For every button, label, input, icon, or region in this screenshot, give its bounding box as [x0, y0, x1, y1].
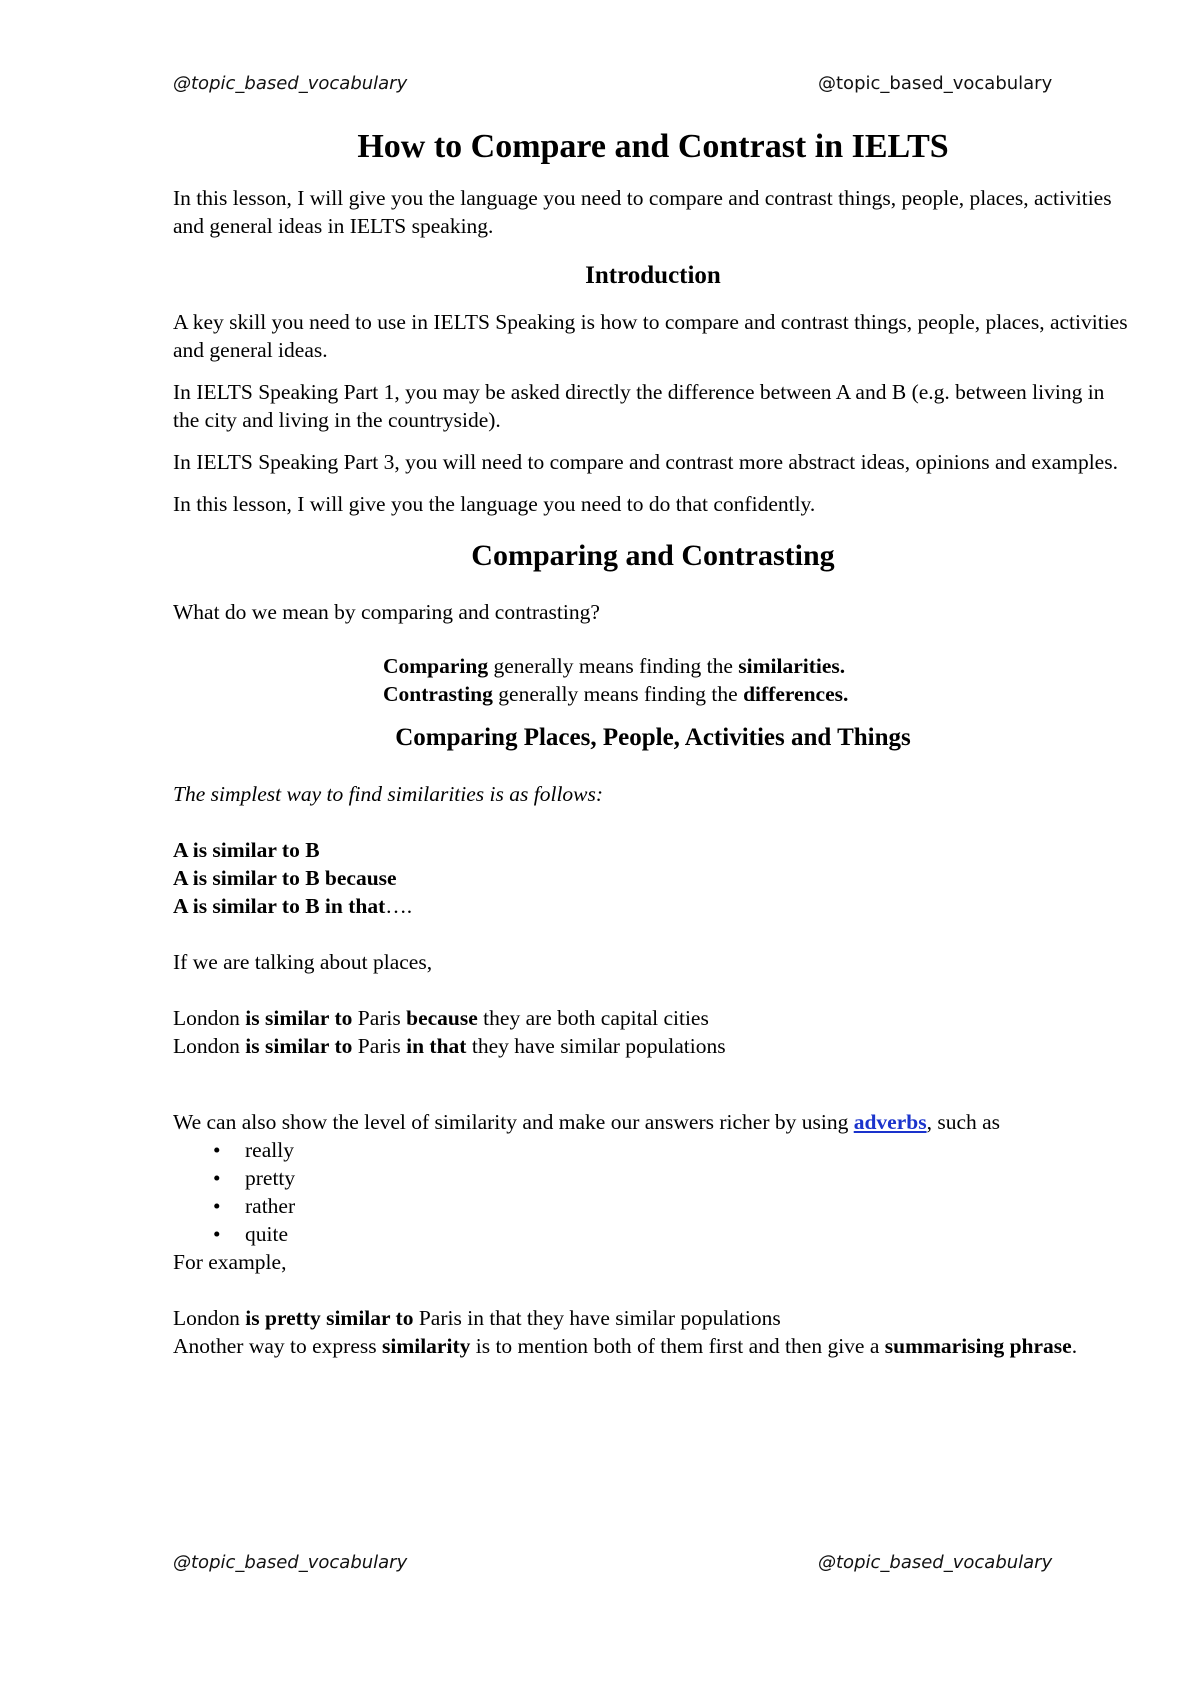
- footer-left-handle: @topic_based_vocabulary: [173, 1552, 408, 1573]
- adverbs-list: [173, 1136, 1133, 1248]
- intro-paragraph-2: In IELTS Speaking Part 1, you may be asked directly the difference between A and B (e.g. between living in the city and living in the countryside).: [173, 380, 1105, 432]
- for-example: For example,: [173, 1250, 287, 1274]
- pattern-2: A is similar to B because: [173, 866, 397, 890]
- definition-contrasting: Contrasting generally means finding the differences.: [383, 682, 849, 706]
- adverbs-link[interactable]: adverbs: [853, 1110, 927, 1134]
- list-item: • rather: [173, 1192, 1133, 1220]
- list-item: • pretty: [173, 1164, 1133, 1192]
- patterns-block: [173, 836, 1133, 920]
- header-right-handle: @topic_based_vocabulary: [818, 73, 1053, 94]
- definitions-block: [173, 652, 1133, 708]
- footer-right-handle: @topic_based_vocabulary: [818, 1552, 1053, 1573]
- header-left-handle: @topic_based_vocabulary: [173, 73, 408, 94]
- comparing-contrasting-heading: Comparing and Contrasting: [471, 539, 835, 572]
- lead-paragraph: In this lesson, I will give you the language you need to compare and contrast things, people, places, activities and general ideas in IELTS speaking.: [173, 186, 1112, 238]
- list-item: • really: [173, 1136, 1133, 1164]
- pattern-1: A is similar to B: [173, 838, 320, 862]
- similarities-intro: The simplest way to find similarities is as follows:: [173, 782, 604, 806]
- page-title: How to Compare and Contrast in IELTS: [357, 128, 949, 165]
- adverbs-paragraph: We can also show the level of similarity and make our answers richer by using adverbs, such as: [173, 1110, 1001, 1134]
- example-2: London is similar to Paris in that they have similar populations: [173, 1034, 726, 1058]
- intro-paragraph-3: In IELTS Speaking Part 3, you will need to compare and contrast more abstract ideas, opinions and examples.: [173, 450, 1118, 474]
- list-item: • quite: [173, 1220, 1133, 1248]
- pattern-3: A is similar to B in that….: [173, 894, 413, 918]
- comparing-question: What do we mean by comparing and contrasting?: [173, 600, 600, 624]
- document-body: [173, 126, 1133, 1360]
- intro-paragraph-4: In this lesson, I will give you the language you need to do that confidently.: [173, 492, 816, 516]
- example-1: London is similar to Paris because they are both capital cities: [173, 1006, 709, 1030]
- examples-block: [173, 1004, 1133, 1060]
- places-intro: If we are talking about places,: [173, 950, 433, 974]
- introduction-heading: Introduction: [585, 262, 721, 289]
- example-4: Another way to express similarity is to mention both of them first and then give a summarising phrase.: [173, 1334, 1078, 1358]
- definition-comparing: Comparing generally means finding the similarities.: [383, 654, 846, 678]
- places-section-heading: Comparing Places, People, Activities and Things: [395, 724, 911, 751]
- example-3: London is pretty similar to Paris in that they have similar populations: [173, 1306, 781, 1330]
- intro-paragraph-1: A key skill you need to use in IELTS Speaking is how to compare and contrast things, people, places, activities and general ideas.: [173, 310, 1128, 362]
